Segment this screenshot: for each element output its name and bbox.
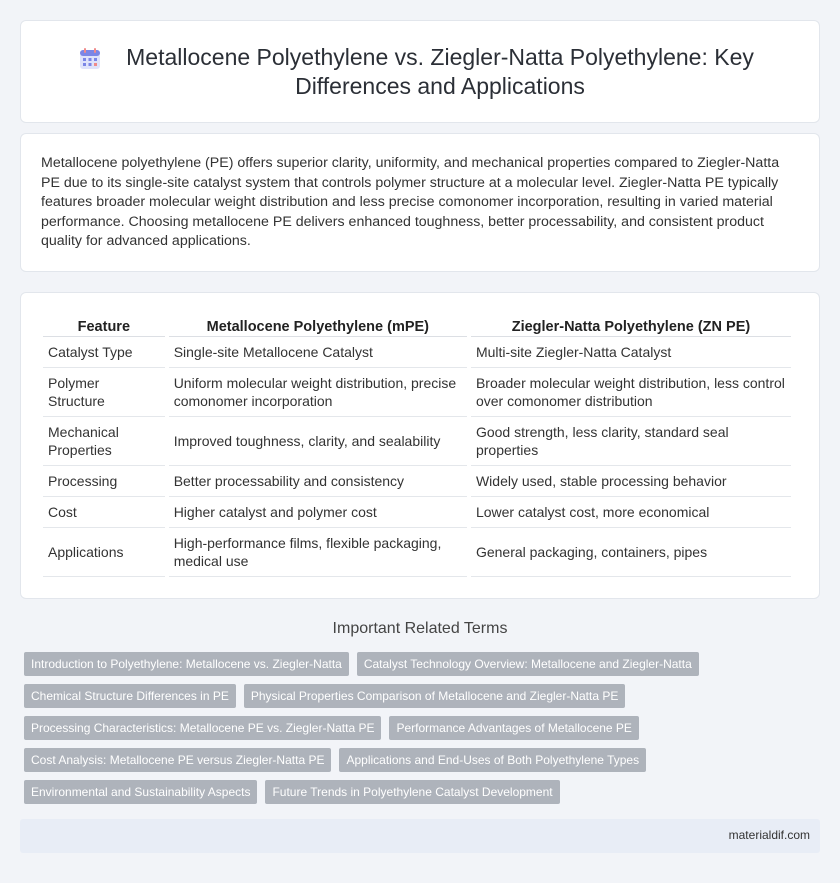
table-row bbox=[43, 337, 791, 368]
footer-site[interactable]: materialdif.com bbox=[728, 828, 810, 842]
table-cell-metallocene: Improved toughness, clarity, and sealability bbox=[169, 417, 467, 466]
tag-row bbox=[24, 748, 814, 772]
related-term-tag[interactable]: Introduction to Polyethylene: Metallocene vs. Ziegler-Natta bbox=[24, 652, 349, 676]
related-term-tag[interactable]: Cost Analysis: Metallocene PE versus Ziegler-Natta PE bbox=[24, 748, 331, 772]
table-cell-ziegler-natta: Lower catalyst cost, more economical bbox=[471, 497, 791, 528]
table-cell-ziegler-natta: Widely used, stable processing behavior bbox=[471, 466, 791, 497]
tag-row bbox=[24, 780, 814, 804]
table-cell-feature: Polymer Structure bbox=[43, 368, 165, 417]
header-metallocene: Metallocene Polyethylene (mPE) bbox=[169, 315, 467, 337]
header-ziegler-natta: Ziegler-Natta Polyethylene (ZN PE) bbox=[471, 315, 791, 337]
intro-paragraph: Metallocene polyethylene (PE) offers superior clarity, uniformity, and mechanical properties compared to Ziegler-Natta PE due to its single-site catalyst system that controls polymer structure at a molecular level. Ziegler-Natta PE typically features broader molecular weight distribution and less precise comonomer incorporation, resulting in varied material performance. Choosing metallocene PE delivers enhanced toughness, better processability, and consistent product quality for advanced applications. bbox=[41, 155, 780, 249]
table-cell-ziegler-natta: Broader molecular weight distribution, less control over comonomer distribution bbox=[471, 368, 791, 417]
table-cell-metallocene: Better processability and consistency bbox=[169, 466, 467, 497]
table-row bbox=[43, 466, 791, 497]
tag-row bbox=[24, 716, 814, 740]
table-cell-ziegler-natta: General packaging, containers, pipes bbox=[471, 528, 791, 577]
table-row bbox=[43, 497, 791, 528]
table-cell-feature: Applications bbox=[43, 528, 165, 577]
table-cell-ziegler-natta: Multi-site Ziegler-Natta Catalyst bbox=[471, 337, 791, 368]
tag-row bbox=[24, 652, 814, 676]
table-row bbox=[43, 417, 791, 466]
table-cell-feature: Processing bbox=[43, 466, 165, 497]
table-header-row bbox=[43, 315, 791, 337]
comparison-card bbox=[20, 292, 820, 599]
intro-card bbox=[20, 133, 820, 272]
page-title: Metallocene Polyethylene vs. Ziegler-Natta Polyethylene: Key Differences and Applications bbox=[126, 43, 754, 99]
table-cell-metallocene: Single-site Metallocene Catalyst bbox=[169, 337, 467, 368]
table-cell-feature: Cost bbox=[43, 497, 165, 528]
table-cell-feature: Mechanical Properties bbox=[43, 417, 165, 466]
footer bbox=[20, 819, 820, 853]
related-term-tag[interactable]: Catalyst Technology Overview: Metallocene and Ziegler-Natta bbox=[357, 652, 699, 676]
related-term-tag[interactable]: Physical Properties Comparison of Metallocene and Ziegler-Natta PE bbox=[244, 684, 626, 708]
table-row bbox=[43, 368, 791, 417]
table-cell-metallocene: Higher catalyst and polymer cost bbox=[169, 497, 467, 528]
table-row bbox=[43, 528, 791, 577]
related-term-tag[interactable]: Future Trends in Polyethylene Catalyst Development bbox=[265, 780, 559, 804]
related-terms-title: Important Related Terms bbox=[332, 620, 508, 637]
table-cell-metallocene: High-performance films, flexible packaging, medical use bbox=[169, 528, 467, 577]
tag-row bbox=[24, 684, 814, 708]
related-terms-list bbox=[24, 652, 814, 812]
table-cell-metallocene: Uniform molecular weight distribution, precise comonomer incorporation bbox=[169, 368, 467, 417]
comparison-table bbox=[39, 315, 795, 577]
related-term-tag[interactable]: Applications and End-Uses of Both Polyethylene Types bbox=[339, 748, 646, 772]
header-card bbox=[20, 20, 820, 123]
table-cell-feature: Catalyst Type bbox=[43, 337, 165, 368]
related-term-tag[interactable]: Environmental and Sustainability Aspects bbox=[24, 780, 257, 804]
related-term-tag[interactable]: Performance Advantages of Metallocene PE bbox=[389, 716, 638, 740]
related-term-tag[interactable]: Chemical Structure Differences in PE bbox=[24, 684, 236, 708]
table-cell-ziegler-natta: Good strength, less clarity, standard seal properties bbox=[471, 417, 791, 466]
related-term-tag[interactable]: Processing Characteristics: Metallocene PE vs. Ziegler-Natta PE bbox=[24, 716, 381, 740]
header-feature: Feature bbox=[43, 315, 165, 337]
